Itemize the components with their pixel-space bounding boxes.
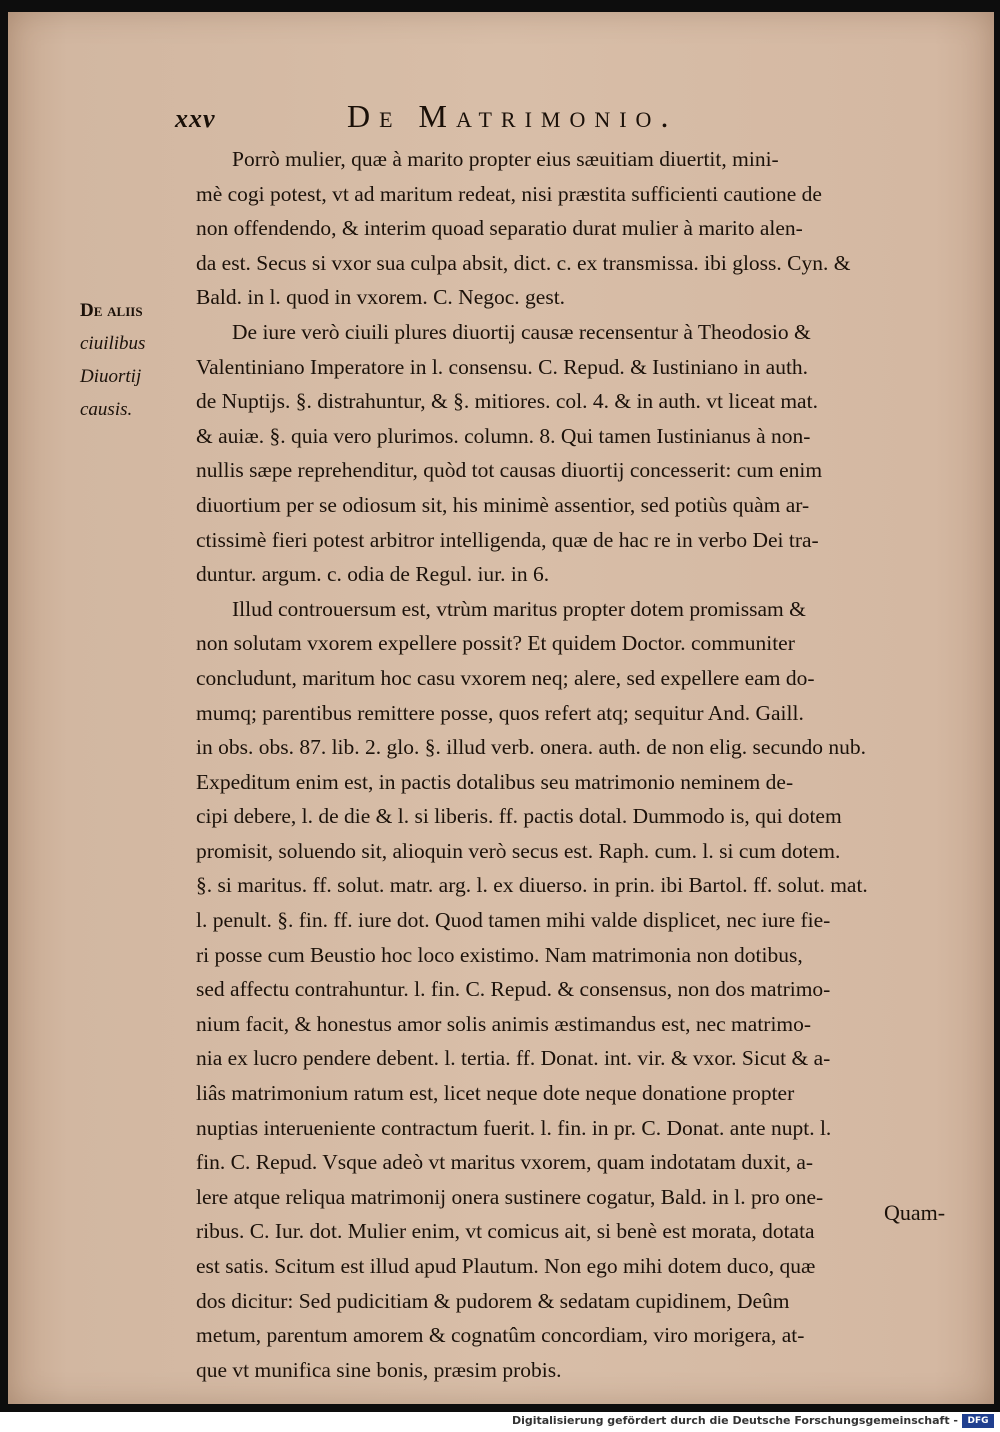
text-line: Expeditum enim est, in pactis dotalibus seu matrimonio neminem de-: [196, 769, 794, 794]
text-line: ri posse cum Beustio hoc loco existimo. Nam matrimonia non dotibus,: [196, 942, 803, 967]
text-line: nium facit, & honestus amor solis animis æstimandus est, nec matrimo-: [196, 1011, 812, 1036]
text-line: liâs matrimonium ratum est, licet neque dote neque donatione propter: [196, 1081, 795, 1106]
text-line: dos dicitur: Sed pudicitiam & pudorem & sedatam cupidinem, Deûm: [196, 1288, 790, 1313]
section-title: De Matrimonio.: [347, 98, 678, 134]
text-line: est satis. Scitum est illud apud Plautum. Non ego mihi dotem duco, quæ: [196, 1254, 816, 1278]
text-line: §. si maritus. ff. solut. matr. arg. l. ex diuerso. in prin. ibi Bartol. ff. solut. mat.: [196, 873, 868, 898]
text-line: Valentiniano Imperatore in l. consensu. C. Repud. & Iustiniano in auth.: [196, 354, 809, 379]
text-line: nia ex lucro pendere debent. l. tertia. ff. Donat. int. vir. & vxor. Sicut & a-: [196, 1046, 831, 1071]
text-line: lere atque reliqua matrimonij onera sustinere cogatur, Bald. in l. pro one-: [196, 1184, 824, 1209]
text-line: ribus. C. Iur. dot. Mulier enim, vt comicus ait, si benè est morata, dotata: [196, 1219, 815, 1244]
marginal-note-line: causis.: [80, 399, 133, 420]
body-text: [196, 142, 964, 1387]
funding-credit: Digitalisierung gefördert durch die Deutsche Forschungsgemeinschaft -: [511, 1414, 958, 1427]
marginal-note-line: De aliis: [80, 300, 143, 321]
text-line: metum, parentum amorem & cognatûm concordiam, viro morigera, at-: [196, 1323, 805, 1348]
text-line: diuortium per se odiosum sit, his minimè assentior, sed potiùs quàm ar-: [196, 492, 810, 517]
text-line: Illud controuersum est, vtrùm maritus propter dotem promissam &: [232, 596, 806, 621]
page-number: xxv: [175, 104, 216, 133]
text-line: Porrò mulier, quæ à marito propter eius sæuitiam diuertit, mini-: [232, 147, 779, 171]
text-line: que vt munifica sine bonis, præsim probis.: [196, 1357, 562, 1382]
text-line: cipi debere, l. de die & l. si liberis. ff. pactis dotal. Dummodo is, qui dotem: [196, 804, 842, 829]
text-line: & auiæ. §. quia vero plurimos. column. 8. Qui tamen Iustinianus à non-: [196, 423, 811, 448]
text-line: de Nuptijs. §. distrahuntur, & §. mitiores. col. 4. & in auth. vt liceat mat.: [196, 389, 818, 414]
marginal-note-line: ciuilibus: [80, 333, 146, 354]
text-line: nuptias interueniente contractum fuerit. l. fin. in pr. C. Donat. ante nupt. l.: [196, 1115, 832, 1140]
marginal-note-line: Diuortij: [80, 366, 142, 387]
catchword: Quam-: [884, 1200, 946, 1225]
text-line: fin. C. Repud. Vsque adeò vt maritus vxorem, quam indotatam duxit, a-: [196, 1150, 814, 1175]
text-line: non solutam vxorem expellere possit? Et quidem Doctor. communiter: [196, 631, 795, 656]
running-head: [175, 98, 815, 140]
text-line: De iure verò ciuili plures diuortij causæ recensentur à Theodosio &: [232, 319, 811, 344]
dfg-logo[interactable]: DFG: [962, 1414, 994, 1428]
footer-bar: [0, 1412, 1000, 1432]
text-line: in obs. obs. 87. lib. 2. glo. §. illud verb. onera. auth. de non elig. secundo nub.: [196, 735, 866, 760]
text-line: sed affectu contrahuntur. l. fin. C. Repud. & consensus, non dos matrimo-: [196, 977, 831, 1002]
text-line: duntur. argum. c. odia de Regul. iur. in 6.: [196, 562, 550, 587]
text-line: mumq; parentibus remittere posse, quos refert atq; sequitur And. Gaill.: [196, 700, 804, 725]
text-line: l. penult. §. fin. ff. iure dot. Quod tamen mihi valde displicet, nec iure fie-: [196, 908, 831, 933]
text-line: nullis sæpe reprehenditur, quòd tot causas diuortij concesserit: cum enim: [196, 458, 823, 483]
text-line: non offendendo, & interim quoad separatio durat mulier à marito alen-: [196, 216, 803, 241]
text-line: concludunt, maritum hoc casu vxorem neq; alere, sed expellere eam do-: [196, 665, 815, 690]
marginal-note: [80, 294, 192, 426]
text-line: da est. Secus si vxor sua culpa absit, dict. c. ex transmissa. ibi gloss. Cyn. &: [196, 250, 851, 275]
text-line: mè cogi potest, vt ad maritum redeat, nisi præstita sufficienti cautione de: [196, 181, 822, 206]
text-line: ctissimè fieri potest arbitror intelligenda, quæ de hac re in verbo Dei tra-: [196, 527, 819, 552]
text-line: promisit, soluendo sit, alioquin verò secus est. Raph. cum. l. si cum dotem.: [196, 838, 841, 863]
text-line: Bald. in l. quod in vxorem. C. Negoc. gest.: [196, 285, 566, 310]
